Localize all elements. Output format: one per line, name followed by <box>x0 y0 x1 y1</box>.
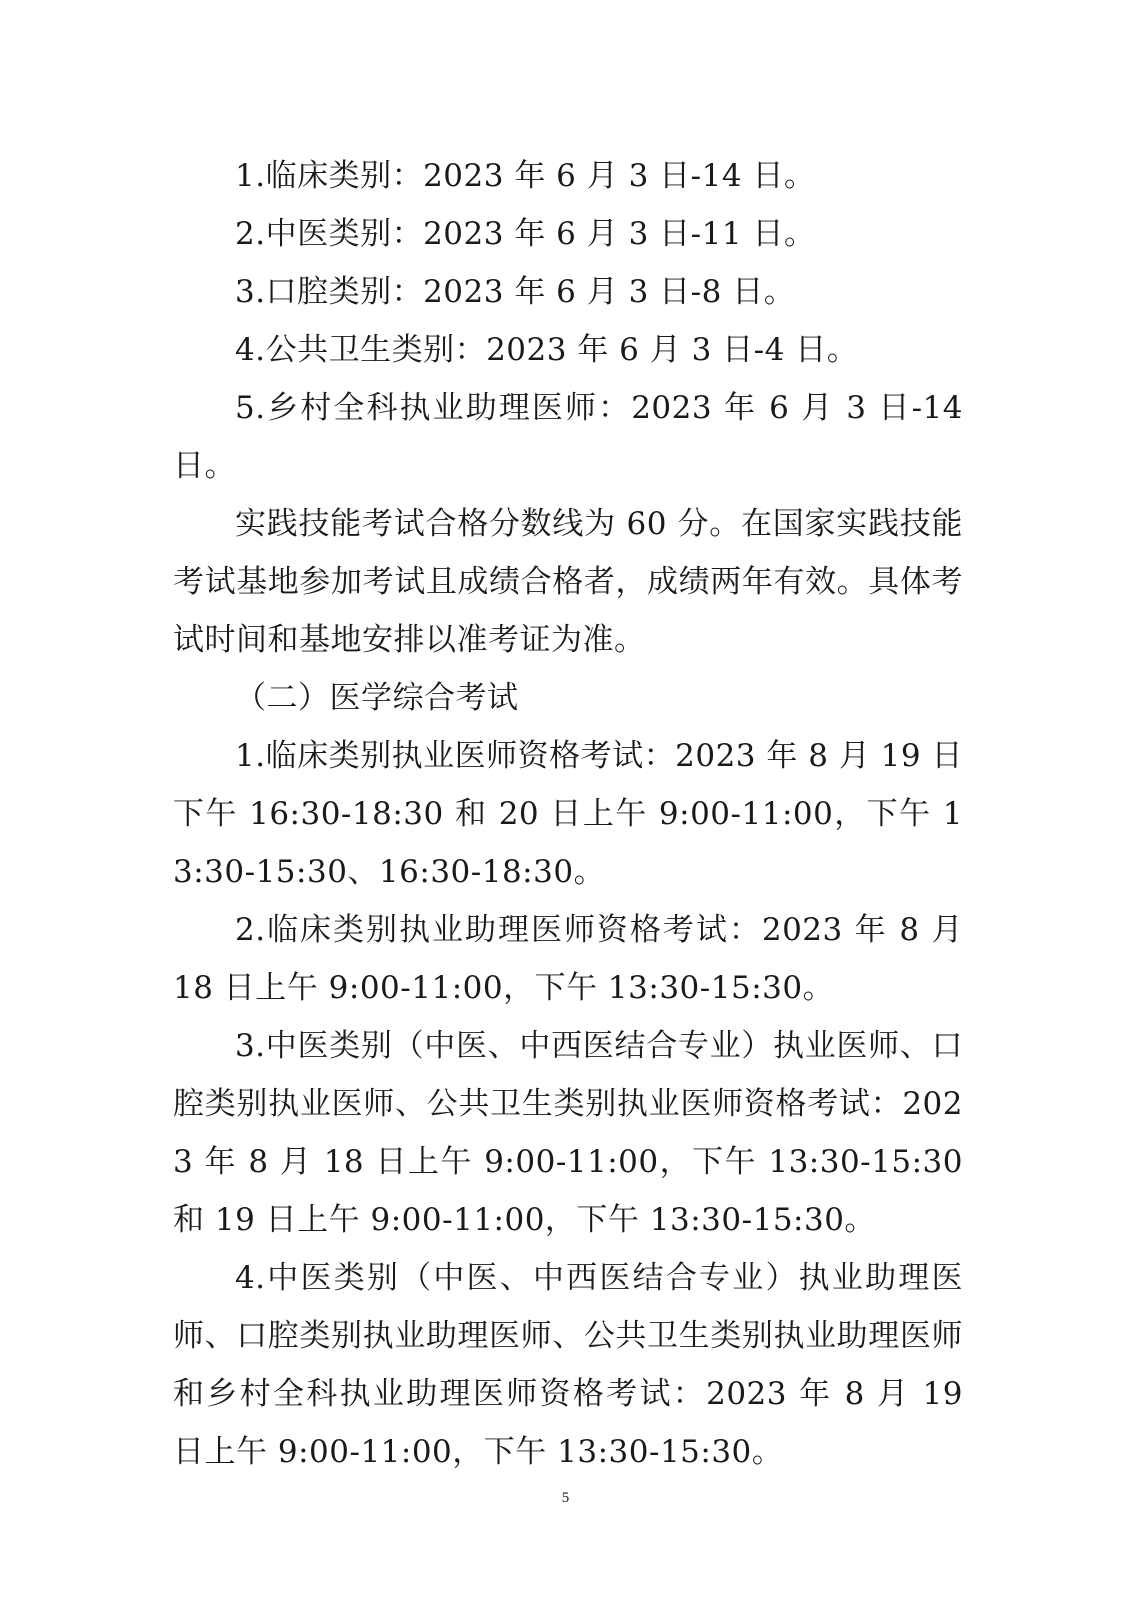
page-number: 5 <box>561 1490 570 1506</box>
practical-date-rural: 5.乡村全科执业助理医师：2023 年 6 月 3 日-14 日。 <box>173 390 963 484</box>
comprehensive-item-1: 1.临床类别执业医师资格考试：2023 年 8 月 19 日下午 16:30-18:30 和 20 日上午 9:00-11:00，下午 13:30-15:30、16:30-18:30。 <box>173 738 963 890</box>
practical-date-dental: 3.口腔类别：2023 年 6 月 3 日-8 日。 <box>235 274 796 310</box>
section-heading: （二）医学综合考试 <box>235 680 519 716</box>
practical-date-clinical: 1.临床类别：2023 年 6 月 3 日-14 日。 <box>235 158 816 194</box>
comprehensive-item-3: 3.中医类别（中医、中西医结合专业）执业医师、口腔类别执业医师、公共卫生类别执业医师资格考试：2023 年 8 月 18 日上午 9:00-11:00，下午 13:30-15:30 和 19 日上午 9:00-11:00，下午 13:30-15:30。 <box>173 1028 963 1238</box>
practical-date-tcm: 2.中医类别：2023 年 6 月 3 日-11 日。 <box>235 216 816 252</box>
comprehensive-item-2: 2.临床类别执业助理医师资格考试：2023 年 8 月 18 日上午 9:00-11:00，下午 13:30-15:30。 <box>173 912 963 1006</box>
document-body <box>173 147 963 1481</box>
practical-date-public-health: 4.公共卫生类别：2023 年 6 月 3 日-4 日。 <box>235 332 859 368</box>
comprehensive-item-4: 4.中医类别（中医、中西医结合专业）执业助理医师、口腔类别执业助理医师、公共卫生类别执业助理医师和乡村全科执业助理医师资格考试：2023 年 8 月 19 日上午 9:00-11:00，下午 13:30-15:30。 <box>173 1260 963 1470</box>
practical-note-paragraph: 实践技能考试合格分数线为 60 分。在国家实践技能考试基地参加考试且成绩合格者，成绩两年有效。具体考试时间和基地安排以准考证为准。 <box>173 506 963 658</box>
